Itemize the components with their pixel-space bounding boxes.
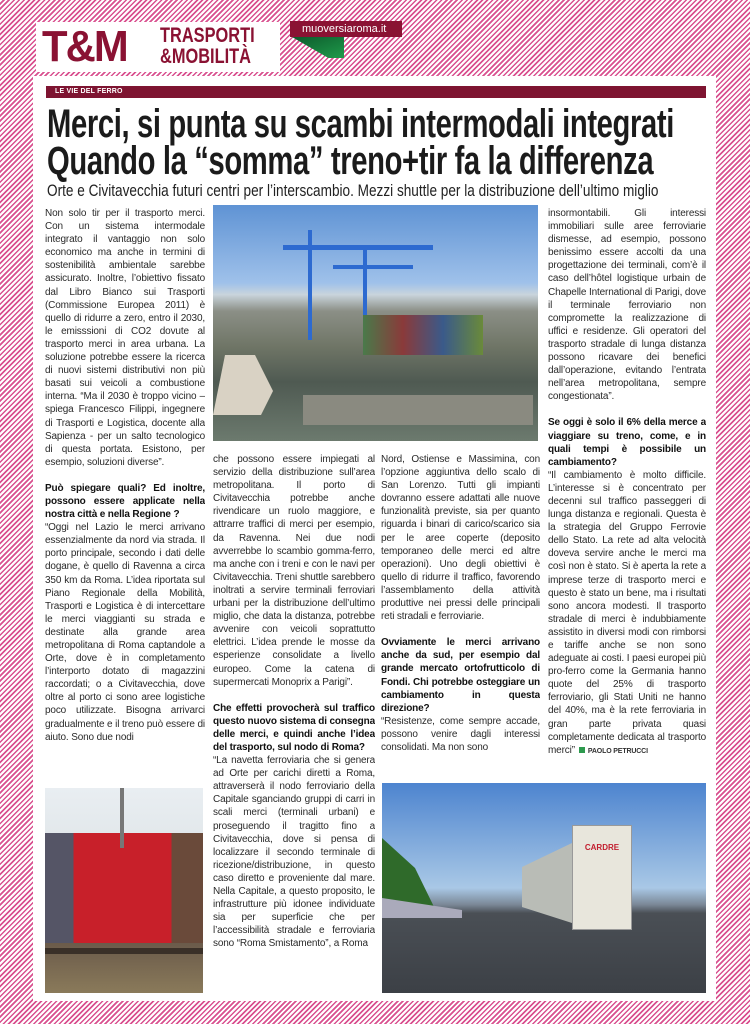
interview-question: Che effetti provocherà sul traffico questo nuovo sistema di consegna delle merci, e quindi anche l’idea del trasporto, sul nodo di Roma? [213,702,375,753]
byline: PAOLO PETRUCCI [587,747,648,755]
flag-icon [292,37,344,58]
interview-question: Se oggi è solo il 6% della merce a viaggiare su treno, come, e in quali tempi è possibile un cambiamento? [548,417,706,468]
byline-square-icon [579,747,585,753]
column-3 [381,453,540,778]
paragraph: “Il cambiamento è molto difficile. L’interesse si è concentrato per decenni sul traffico passeggeri di lunga distanza e regionali. Questa è la strategia del Gruppo Ferrovie dello Stato. La rete ad alta velocità doveva servire anche le merci ma così non è stato. Si è aperta la rete a imprese terze di trasporto merci e questo è stato un bene, ma i risultati sono ancora modesti. Il trasporto stradale di merci è indubbiamente assistito in diversi modi con rimborsi e tariffe anche se non sono adeguate ai costi. I paesi europei più pro-ferro come la Germania hanno quote del 25% di trasporto ferroviario, gli Stati Uniti ne hanno del 40%, ma è la rete ferroviaria in gran parte privata quasi completamente dedicata al trasporto merci” PAOLO PETRUCCI [548,469,706,756]
logo [36,22,280,72]
paragraph: insormontabili. Gli interessi immobiliari sulle aree ferroviarie dismesse, ad esempio, possono benissimo essere accolti da una progettazione dei terminali, com’è il caso dell’hôtel logistique urbain de Chapelle International di Parigi, dove il terminale ferroviario non compromette la realizzazione di uffici e residenze. Gli operatori del trasporto stradale di lunga distanza possono ricavare dei benefici dall’operazione, evitando l’entrata nell’area metropolitana, sempre congestionata”. [548,208,706,403]
subtitle: Orte e Civitavecchia futuri centri per l’interscambio. Mezzi shuttle per la distribuzione dell’ultimo miglio [47,181,659,200]
paragraph: Nord, Ostiense e Massimina, con l’opzione aggiuntiva dello scalo di San Lorenzo. Tutti gli impianti dovranno essere adattati alle nuove funzionalità previste, sia per quanto riguarda i binari di carico/scarico sia per le aree coperte (deposito temporaneo delle merci ed altre operazioni). Uno degli obiettivi è quello di ridurre il traffico, favorendo l’assemblamento della attività produttive nei pressi delle principali reti stradali e ferroviarie. [381,454,540,623]
truck-brand-text: CARDRE [584,843,620,852]
column-1 [45,207,205,777]
column-2 [213,453,375,1001]
logo-text: TRASPORTI &MOBILITÀ [160,24,255,68]
headline-line-2: Quando la “somma” treno+tir fa la differenza [47,139,654,183]
logo-mark: T&M [42,22,127,71]
interview-question: Può spiegare quali? Ed inoltre, possono essere applicate nella nostra città e nella Regione ? [45,482,205,521]
paragraph: “La navetta ferroviaria che si genera ad Orte per carichi diretti a Roma, attraverserà il nodo ferroviario della Capitale sganciando gruppi di carri in scali merci (terminali urbani) e proseguendo il tragitto fino a Civitavecchia, dove si pensa di localizzare il secondo terminale di ricezione/distribuzione, in questo caso diretto e proveniente dal mare. Nella Capitale, a questo proposito, le infrastrutture più idonee individuate sia per superficie che per l’accessibilità stradale e ferroviaria sono “Roma Smistamento”, a Roma [213,755,375,950]
paragraph: Non solo tir per il trasporto merci. Con un sistema intermodale integrato il vantaggio non solo economico ma anche in termini di sostenibilità ambientale sarebbe assicurato. Inoltre, l’obiettivo fissato dal Libro Bianco sui Trasporti (Commissione Europea 2011) è quello di ridurre a zero, entro il 2030, le emisssioni di CO2 dovute al trasporto merci in area urbana. La soluzione potrebbe essere la ricerca di nuovi sistemi distributivi non più basati sui veicoli a combustione interna. “Ma il 2030 è troppo vicino – spiega Francesco Filippi, ingegnere di Trasporti e Logistica, docente alla Sapienza - per un salto tecnologico di questa portata. Esistono, per esempio, soluzioni diverse”. [45,208,205,468]
column-4 [548,207,706,777]
paragraph: “Oggi nel Lazio le merci arrivano essenzialmente da nord via strada. Il porto principale, secondo i dati delle dogane, è quello di Ravenna a circa 350 km da Roma. L’idea riportata sul Piano Regionale della Mobilità, Trasporti e Logistica è di intercettare le merci viaggianti su strada e destinate alla grande area metropolitana di Roma captandole a Orte, dove è in completamento l’interporto dotato di magazzini raccordati; o a Civitavecchia, dove oltre al porto ci sono aree logistiche poco utilizzate. Bisogna arrivarci gradualmente e il treno può essere di aiuto. Sono due nodi [45,522,205,743]
section-banner: LE VIE DEL FERRO [46,86,706,98]
paragraph: che possono essere impiegati al servizio della distribuzione sull’area metropolitana. Il porto di Civitavecchia potrebbe anche rivendicare un ruolo maggiore, e attrarre traffici di merci per esempio, da Ravenna. Nei due nodi avverrebbe lo scambio gomma-ferro, ma anche con i treni e con le navi per Civitavecchia. Treni shuttle sarebbero inoltrati a servire terminali ferroviari urbani per la distribuzione dell’ultimo miglio, che data la distanza, potrebbe avvenire con veicoli soprattutto elettrici. L’idea prende le mosse da esperienze consolidate a livello europeo. Come la catena di supermercati Monoprix a Parigi”. [213,454,375,688]
freight-train-photo [45,788,203,993]
paragraph: “Resistenze, come sempre accade, possono venire dagli interessi consolidati. Ma non sono [381,715,540,753]
interview-question: Ovviamente le merci arrivano anche da sud, per esempio dal grande mercato ortofrutticolo di Fondi. Chi potrebbe osteggiare un cambiamento in questa direzione? [381,637,540,714]
highway-trucks-photo [382,783,706,993]
site-link[interactable]: muoversiaroma.it [290,21,402,37]
port-photo [213,205,538,441]
headline-line-1: Merci, si punta su scambi intermodali integrati [47,102,675,146]
